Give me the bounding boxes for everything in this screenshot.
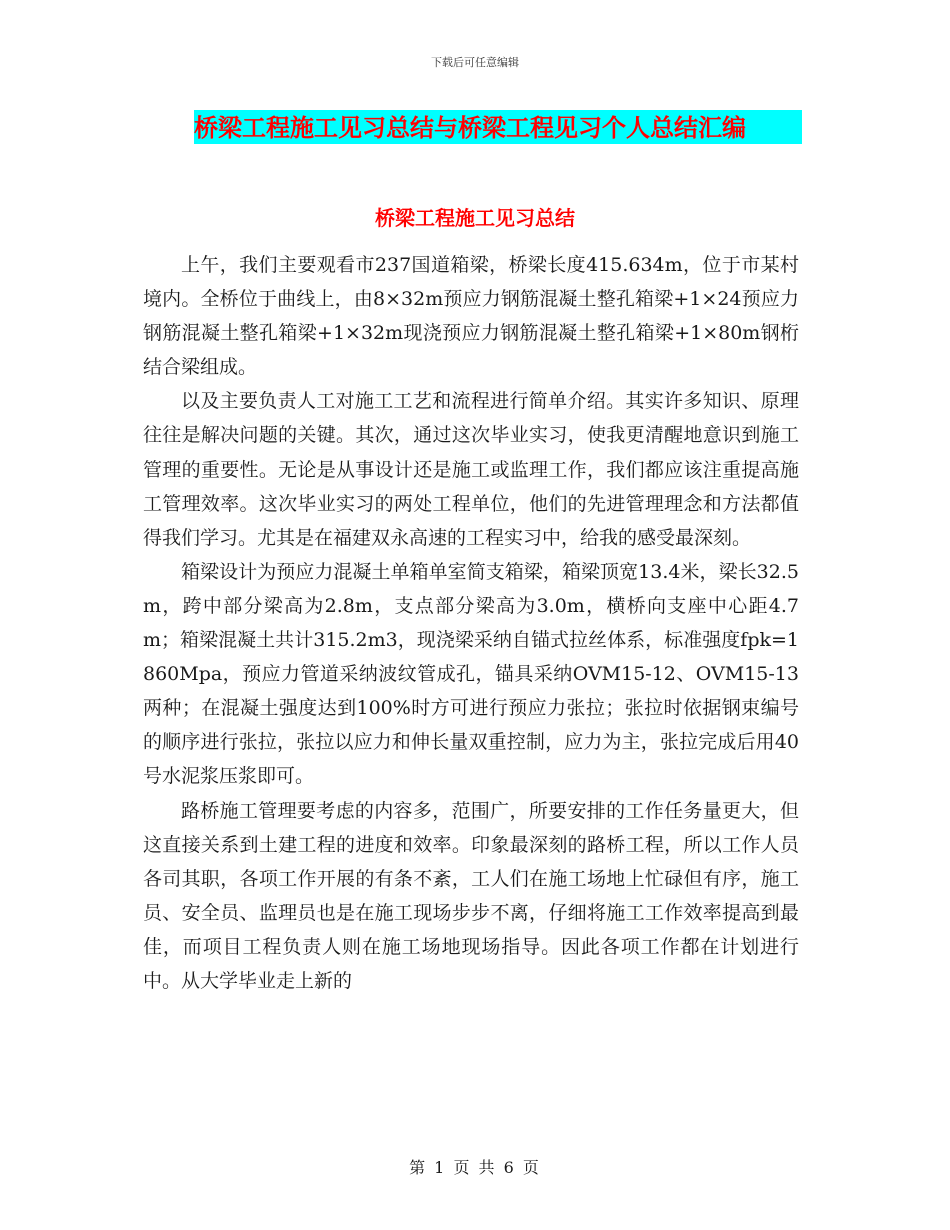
- header-note: 下载后可任意编辑: [431, 56, 519, 69]
- section-title: 桥梁工程施工见习总结: [375, 206, 575, 230]
- paragraph: 上午，我们主要观看市237国道箱梁，桥梁长度415.634m，位于市某村境内。全桥位于曲线上，由8×32m预应力钢筋混凝土整孔箱梁+1×24预应力钢筋混凝土整孔箱梁+1×32m现浇预应力钢筋混凝土整孔箱梁+1×80m钢桁结合梁组成。: [143, 254, 799, 379]
- paragraph: 箱梁设计为预应力混凝土单箱单室简支箱梁，箱梁顶宽13.4米，梁长32.5m，跨中部分梁高为2.8m，支点部分梁高为3.0m，横桥向支座中心距4.7m；箱梁混凝土共计315.2m3，现浇梁采纳自锚式拉丝体系，标准强度fpk=1860Mpa，预应力管道采纳波纹管成孔，锚具采纳OVM15-12、OVM15-13两种；在混凝土强度达到100%时方可进行预应力张拉；张拉时依据钢束编号的顺序进行张拉，张拉以应力和伸长量双重控制，应力为主，张拉完成后用40号水泥浆压浆即可。: [143, 560, 799, 788]
- body-text: [143, 248, 799, 998]
- paragraph: 以及主要负责人工对施工工艺和流程进行简单介绍。其实许多知识、原理往往是解决问题的关键。其次，通过这次毕业实习，使我更清醒地意识到施工管理的重要性。无论是从事设计还是施工或监理工作，我们都应该注重提高施工管理效率。这次毕业实习的两处工程单位，他们的先进管理理念和方法都值得我们学习。尤其是在福建双永高速的工程实习中，给我的感受最深刻。: [143, 390, 799, 549]
- paragraph: 路桥施工管理要考虑的内容多，范围广，所要安排的工作任务量更大，但这直接关系到土建工程的进度和效率。印象最深刻的路桥工程，所以工作人员各司其职，各项工作开展的有条不紊，工人们在施工场地上忙碌但有序，施工员、安全员、监理员也是在施工现场步步不离，仔细将施工工作效率提高到最佳，而项目工程负责人则在施工场地现场指导。因此各项工作都在计划进行中。从大学毕业走上新的: [143, 799, 799, 992]
- document-title: 桥梁工程施工见习总结与桥梁工程见习个人总结汇编: [194, 113, 746, 142]
- page-number: 第 1 页 共 6 页: [409, 1158, 541, 1177]
